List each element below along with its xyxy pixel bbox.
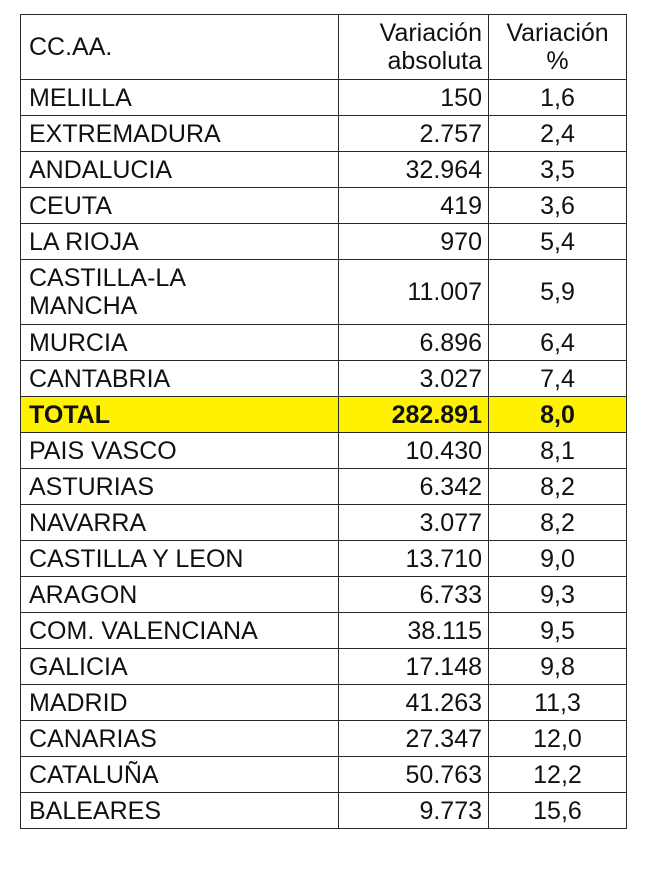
- table-row: [21, 685, 627, 721]
- absolute-cell: 50.763: [339, 757, 489, 793]
- percent-cell: 8,2: [489, 505, 627, 541]
- header-row: [21, 15, 627, 80]
- region-cell: CASTILLA Y LEON: [21, 541, 339, 577]
- total-row: [21, 397, 627, 433]
- table-row: [21, 649, 627, 685]
- table-row: [21, 188, 627, 224]
- percent-cell: 3,5: [489, 152, 627, 188]
- percent-cell: 9,5: [489, 613, 627, 649]
- region-cell: [21, 260, 339, 325]
- region-cell: LA RIOJA: [21, 224, 339, 260]
- table-container: [20, 14, 627, 829]
- absolute-cell: 17.148: [339, 649, 489, 685]
- header-absolute-line2: absoluta: [387, 47, 482, 75]
- total-absolute-cell: 282.891: [339, 397, 489, 433]
- percent-cell: 9,8: [489, 649, 627, 685]
- percent-cell: 12,2: [489, 757, 627, 793]
- absolute-cell: 38.115: [339, 613, 489, 649]
- absolute-cell: 9.773: [339, 793, 489, 829]
- percent-cell: 8,1: [489, 433, 627, 469]
- table-row: [21, 793, 627, 829]
- absolute-cell: 970: [339, 224, 489, 260]
- header-absolute-variation: [339, 15, 489, 80]
- table-row: [21, 505, 627, 541]
- region-cell: EXTREMADURA: [21, 116, 339, 152]
- absolute-cell: 27.347: [339, 721, 489, 757]
- absolute-cell: 10.430: [339, 433, 489, 469]
- total-percent-cell: 8,0: [489, 397, 627, 433]
- absolute-cell: 6.342: [339, 469, 489, 505]
- region-cell: CEUTA: [21, 188, 339, 224]
- header-percent-line2: %: [546, 47, 569, 75]
- header-percent-line1: Variación: [506, 19, 609, 47]
- table-row: [21, 433, 627, 469]
- region-cell: CATALUÑA: [21, 757, 339, 793]
- region-cell: ASTURIAS: [21, 469, 339, 505]
- region-cell: BALEARES: [21, 793, 339, 829]
- table-row: [21, 613, 627, 649]
- region-cell: GALICIA: [21, 649, 339, 685]
- header-percent-variation: [489, 15, 627, 80]
- percent-cell: 7,4: [489, 361, 627, 397]
- region-cell: MADRID: [21, 685, 339, 721]
- regional-variation-table: [20, 14, 627, 829]
- absolute-cell: 13.710: [339, 541, 489, 577]
- region-cell: COM. VALENCIANA: [21, 613, 339, 649]
- table-row: [21, 757, 627, 793]
- percent-cell: 3,6: [489, 188, 627, 224]
- absolute-cell: 11.007: [339, 260, 489, 325]
- percent-cell: 15,6: [489, 793, 627, 829]
- percent-cell: 1,6: [489, 80, 627, 116]
- table-row: [21, 325, 627, 361]
- table-row: [21, 577, 627, 613]
- percent-cell: 9,3: [489, 577, 627, 613]
- region-cell: MURCIA: [21, 325, 339, 361]
- region-cell: PAIS VASCO: [21, 433, 339, 469]
- absolute-cell: 2.757: [339, 116, 489, 152]
- region-cell: ARAGON: [21, 577, 339, 613]
- absolute-cell: 6.733: [339, 577, 489, 613]
- absolute-cell: 41.263: [339, 685, 489, 721]
- absolute-cell: 6.896: [339, 325, 489, 361]
- table-row: [21, 80, 627, 116]
- region-cell: CANARIAS: [21, 721, 339, 757]
- percent-cell: 5,4: [489, 224, 627, 260]
- table-row: [21, 260, 627, 325]
- region-cell: ANDALUCIA: [21, 152, 339, 188]
- table-row: [21, 116, 627, 152]
- percent-cell: 12,0: [489, 721, 627, 757]
- absolute-cell: 419: [339, 188, 489, 224]
- region-cell: CANTABRIA: [21, 361, 339, 397]
- absolute-cell: 32.964: [339, 152, 489, 188]
- header-region: CC.AA.: [21, 15, 339, 80]
- table-row: [21, 469, 627, 505]
- table-row: [21, 152, 627, 188]
- percent-cell: 5,9: [489, 260, 627, 325]
- total-label-cell: TOTAL: [21, 397, 339, 433]
- region-line2: MANCHA: [29, 292, 138, 320]
- table-row: [21, 541, 627, 577]
- absolute-cell: 150: [339, 80, 489, 116]
- absolute-cell: 3.027: [339, 361, 489, 397]
- absolute-cell: 3.077: [339, 505, 489, 541]
- percent-cell: 6,4: [489, 325, 627, 361]
- percent-cell: 11,3: [489, 685, 627, 721]
- table-row: [21, 224, 627, 260]
- percent-cell: 8,2: [489, 469, 627, 505]
- header-absolute-line1: Variación: [379, 19, 482, 47]
- table-row: [21, 721, 627, 757]
- region-cell: NAVARRA: [21, 505, 339, 541]
- region-line1: CASTILLA-LA: [29, 264, 187, 292]
- percent-cell: 9,0: [489, 541, 627, 577]
- table-row: [21, 361, 627, 397]
- region-cell: MELILLA: [21, 80, 339, 116]
- percent-cell: 2,4: [489, 116, 627, 152]
